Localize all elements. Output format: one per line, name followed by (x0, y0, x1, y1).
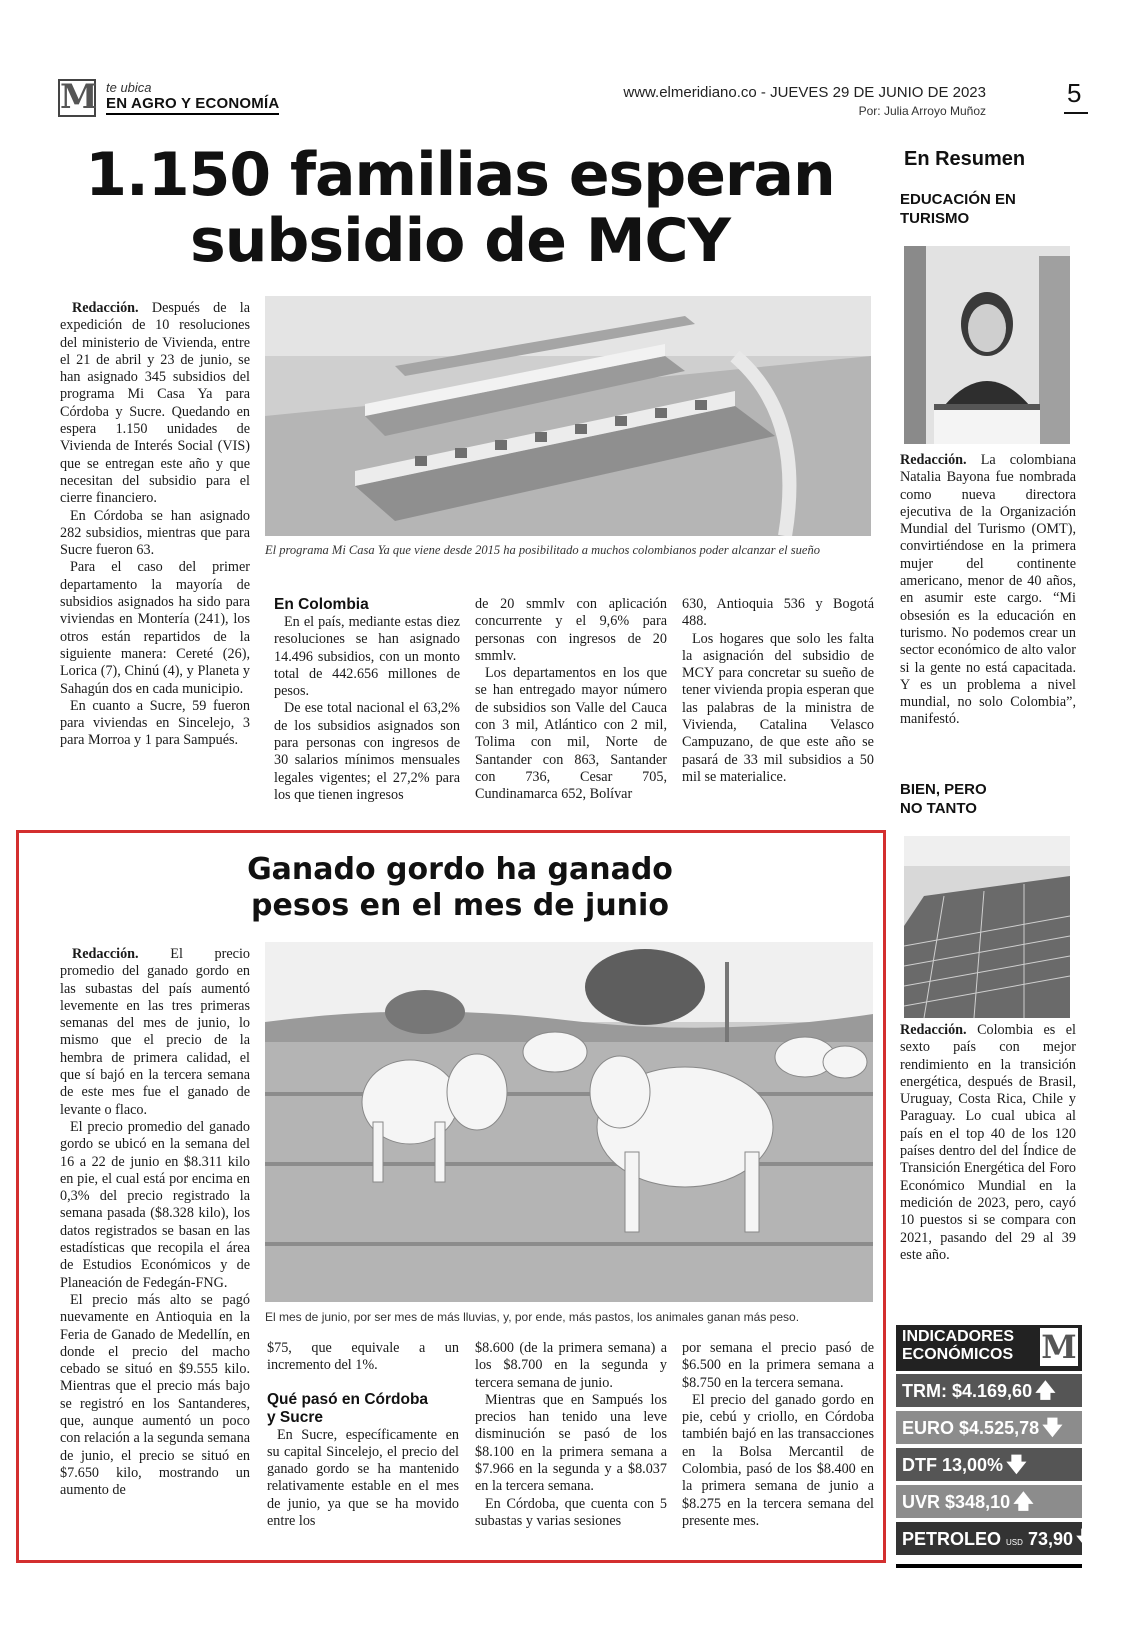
sidebar-item1-heading-line2: TURISMO (900, 210, 970, 227)
cattle-photo-caption: El mes de junio, por ser mes de más lluvias, y, por ende, más pastos, los animales ganan más peso. (265, 1310, 800, 1324)
box-col2-p2: En Sucre, específicamente en su capital Sincelejo, el precio del ganado gordo se ha mantenido relativamente estable en el mes de junio, ya que se ha movido entre los (267, 1426, 459, 1530)
indicator-value: 13,00% (942, 1455, 1004, 1475)
main-lead: Redacción. (72, 300, 139, 316)
main-headline-line2: subsidio de MCY (190, 206, 730, 276)
box-col3-p1: $8.600 (de la primera semana) a los $8.700 en la segunda y tercera semana de junio. (475, 1340, 667, 1391)
housing-photo-caption: El programa Mi Casa Ya que viene desde 2015 ha posibilitado a muchos colombianos poder alcanzar el sueño (265, 543, 820, 557)
box-col3-p3: En Córdoba, que cuenta con 5 subastas y varias sesiones (475, 1495, 667, 1529)
indicators-bottom-rule (896, 1564, 1082, 1568)
sidebar-title: En Resumen (904, 148, 1026, 170)
sidebar-item2-heading (900, 780, 987, 818)
box-lead: Redacción. (72, 946, 139, 962)
arrow-up-icon: 🡅 (1035, 1378, 1056, 1402)
box-col3-p2: Mientras que en Sampués los precios han tenido una leve disminución se pasó de los $8.100 en la primera semana a $7.966 en la segunda y a $8.037 en la tercera semana. (475, 1391, 667, 1495)
indicators-logo: M (1041, 1328, 1077, 1366)
subhead-en-colombia: En Colombia (274, 596, 369, 613)
sidebar-item1-text (900, 452, 1076, 729)
main-headline-line1: 1.150 familias esperan (85, 140, 835, 210)
sidebar-item2-heading-line2: NO TANTO (900, 800, 977, 817)
main-col1-p2: En Córdoba se han asignado 282 subsidios, mientras que para Sucre fueron 63. (60, 507, 250, 559)
main-col4-p2: Los hogares que solo les falta la asignación del subsidio de MCY para concretar su sueño de tener vivienda propia esperan que las palabras de la ministra de Vivienda, Catalina Velasco Campuzano, de que este año se pasará de 33 mil subsidios a 50 mil se materialice. (682, 630, 874, 785)
indicator-row-euro (896, 1411, 1082, 1444)
indicator-label: DTF (902, 1455, 937, 1475)
section-tag (106, 80, 279, 115)
indicators-title-line2: ECONÓMICOS (902, 1346, 1014, 1363)
subhead-cordoba-sucre-line1: Qué pasó en Córdoba (267, 1390, 429, 1408)
newspaper-logo: M (60, 77, 98, 117)
indicator-row-trm (896, 1374, 1082, 1407)
main-col1-p4: En cuanto a Sucre, 59 fueron para viviendas en Sincelejo, 3 para Morroa y 1 para Sampués. (60, 697, 250, 749)
box-col2-p1: $75, que equivale a un incremento del 1%. (267, 1340, 459, 1374)
indicator-label: UVR (902, 1492, 941, 1512)
main-col2-p2: De ese total nacional el 63,2% de los subsidios asignados son para personas con ingresos de 30 salarios mínimos mensuales legales vigentes; el 27,2% para los que tienen ingresos (274, 700, 460, 803)
box-column-2 (267, 1340, 459, 1530)
arrow-up-icon: 🡅 (1013, 1489, 1034, 1513)
indicator-value: $4.525,78 (959, 1418, 1040, 1438)
subhead-cordoba-sucre (267, 1391, 459, 1427)
portrait-photo-illustration (904, 246, 1070, 444)
main-col1-p3: Para el caso del primer departamento la mayoría de subsidios asignados ha sido para viviendas en Montería (241), los otros están repartidos de la siguiente manera: Cereté (26), Lorica (7), Chinú (4), y Planeta y Sahagún dos en cada municipio. (60, 559, 250, 697)
indicator-row-dtf (896, 1448, 1082, 1481)
main-col3-p1: de 20 smmlv con aplicación concurrente y el 9,6% para personas con ingresos de 20 smmlv. (475, 596, 667, 664)
box-column-4 (682, 1340, 874, 1530)
portrait-photo (904, 246, 1070, 444)
main-column-1 (60, 300, 250, 750)
arrow-down-icon: 🡇 (1042, 1415, 1063, 1439)
indicator-label: TRM: (902, 1381, 947, 1401)
indicator-label: PETROLEO (902, 1529, 1002, 1549)
housing-photo-illustration (265, 296, 871, 536)
box-col1-p2: El precio promedio del ganado gordo se ubicó en la semana del 16 a 22 de junio en $8.311 kilo en pie, el cual está por encima en 0,3% del precio registrado la semana pasada ($8.328 kilo), los datos registrados se basan en las estadísticas que recopila el área de Estudios Económicos y de Planeación de Fedegán-FNG. (60, 1118, 250, 1291)
indicator-value: $348,10 (945, 1492, 1011, 1512)
box-col4-p1: por semana el precio pasó de $6.500 en la primera semana a $8.750 en la tercera semana. (682, 1340, 874, 1391)
arrow-down-icon: 🡇 (1075, 1526, 1097, 1550)
indicator-row-uvr (896, 1485, 1082, 1518)
box-headline-line2: pesos en el mes de junio (251, 888, 669, 923)
main-column-4 (682, 596, 874, 786)
main-col2-p1: En el país, mediante estas diez resoluciones se han asignado 14.496 subsidios, con un monto total de 442.656 millones de pesos. (274, 614, 460, 700)
indicator-value: 73,90 (1027, 1529, 1073, 1549)
section-tag-title: EN AGRO Y ECONOMÍA (106, 95, 279, 115)
main-column-2 (274, 596, 460, 804)
page-number: 5 (1067, 78, 1082, 108)
sidebar-item2-heading-line1: BIEN, PERO (900, 781, 987, 798)
indicator-label: EURO (902, 1418, 955, 1438)
page-number-rule (1064, 112, 1088, 114)
solar-farm-photo-illustration (904, 836, 1070, 1018)
indicators-title-line1: INDICADORES (902, 1328, 1015, 1345)
box-col1-p1: El precio promedio del ganado gordo en las subastas del país aumentó levemente en las tres primeras semanas del mes de junio, lo mismo que el precio de la hembra de primera calidad, el que sí bajó en la tercera semana de este mes fue el ganado de levante o flaco. (60, 946, 250, 1118)
main-col3-p2: Los departamentos en los que se han entregado mayor número de subsidios son Valle del Cauca con 3 mil, Atlántico con 2 mil, Tolima con mil, Norte de Santander con 863, Santander con 736, Cesar 705, Cundinamarca 652, Bolívar (475, 665, 667, 803)
cattle-photo-illustration (265, 942, 873, 1302)
main-col4-p1: 630, Antioquia 536 y Bogotá 488. (682, 596, 874, 630)
indicators-title (902, 1328, 1014, 1364)
box-column-1 (60, 946, 250, 1500)
indicator-row-petroleo (896, 1522, 1097, 1555)
sidebar-item1-heading (900, 190, 1016, 228)
indicator-value: $4.169,60 (952, 1381, 1033, 1401)
sidebar-item2-body: Colombia es el sexto país con mejor rendimiento en la transición energética, después de Brasil, Uruguay, Costa Rica, Chile y Paraguay. Lo cual ubica al país en el top 40 de los 120 países dentro del del Índice de Transición Energética del Foro Económico Mundial en la medición de 2023, pero, cayó 10 puestos si se compara con 2021, pasando del 29 al 39 este año. (900, 1022, 1076, 1263)
box-headline (210, 852, 710, 924)
housing-photo (265, 296, 871, 536)
byline: Por: Julia Arroyo Muñoz (858, 104, 986, 118)
section-tag-small: te ubica (106, 80, 152, 95)
box-column-3 (475, 1340, 667, 1530)
sidebar-item2-text (900, 1022, 1076, 1264)
box-col1-p3: El precio más alto se pagó nuevamente en Antioquia en la Feria de Ganado de Medellín, en donde el precio del macho cebado se situó en $9.555 kilo. Mientras que el precio más bajo se registró en los Santanderes, que, aunque aumentó un poco con relación a la segunda semana de junio, el precio se situó en $7.650 kilo, mostrando un aumento de (60, 1291, 250, 1499)
main-column-3 (475, 596, 667, 804)
cattle-photo (265, 942, 873, 1302)
box-col4-p2: El precio del ganado gordo en pie, cebú y criollo, en Córdoba también bajó en las transacciones en la Bolsa Mercantil de Colombia, pasó de los $8.400 en la primera semana de junio a $8.275 en la tercera semana del presente mes. (682, 1391, 874, 1529)
solar-farm-photo (904, 836, 1070, 1018)
date-line: www.elmeridiano.co - JUEVES 29 DE JUNIO DE 2023 (623, 84, 986, 101)
arrow-down-icon: 🡇 (1006, 1452, 1027, 1476)
sidebar-item1-lead: Redacción. (900, 452, 967, 468)
sidebar-item1-body: La colombiana Natalia Bayona fue nombrada como nueva directora ejecutiva de la Organización Mundial del Turismo (OMT), convirtiéndose en la primera mujer del continente americano, menor de 40 años, en asumir este cargo. “Mi obsesión es la educación en turismo. No podemos crear un sector económico de alto valor si la gente no está capacitada. Y es un problema a nivel mundial, no solo Colombia”, manifestó. (900, 452, 1076, 728)
sidebar-item2-lead: Redacción. (900, 1022, 967, 1038)
main-col1-p1: Después de la expedición de 10 resoluciones del ministerio de Vivienda, entre el 21 de abril y 23 de junio, se han asignado 345 subsidios del programa Mi Casa Ya para Córdoba y Sucre. Quedando en espera 1.150 unidades de Vivienda de Interés Social (VIS) que se entregan este año y que necesitan del subsidio para el cierre financiero. (60, 300, 250, 507)
subhead-cordoba-sucre-line2: y Sucre (267, 1408, 324, 1426)
box-headline-line1: Ganado gordo ha ganado (247, 852, 673, 887)
main-headline (60, 142, 860, 274)
indicator-unit: USD (1006, 1538, 1023, 1547)
sidebar-item1-heading-line1: EDUCACIÓN EN (900, 191, 1016, 208)
